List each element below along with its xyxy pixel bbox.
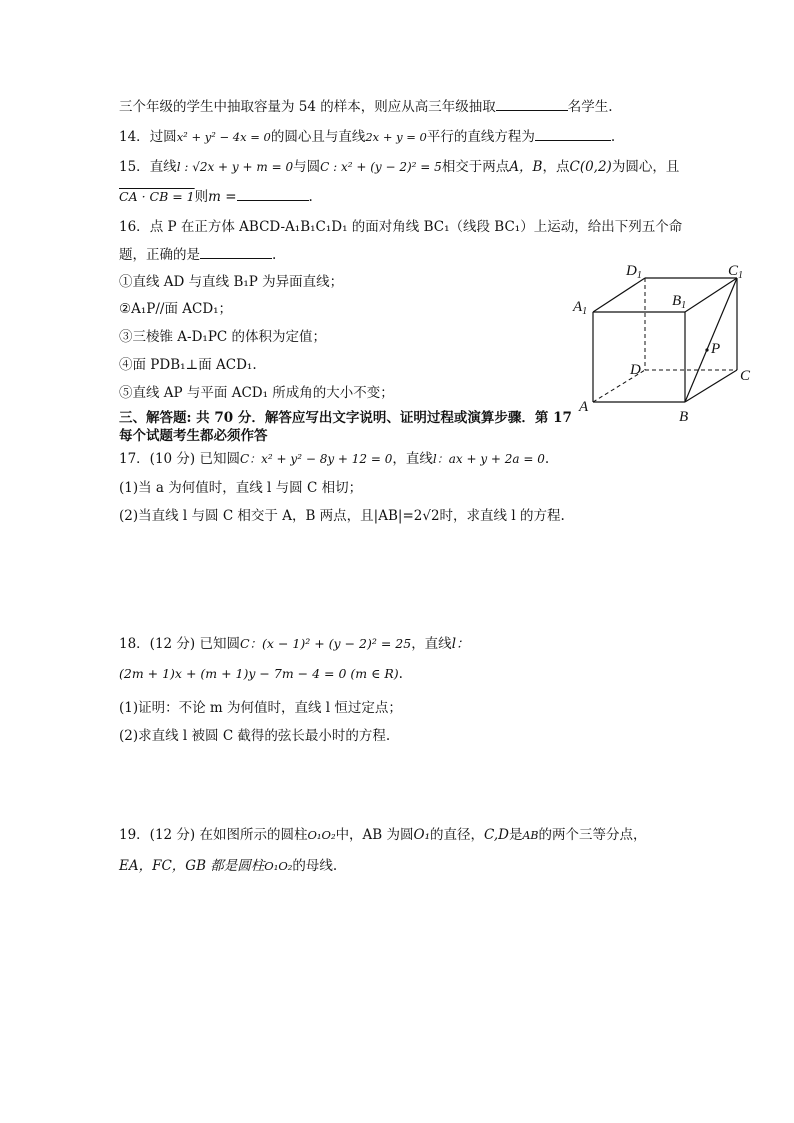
q17-part-1: (1)当 a 为何值时，直线 l 与圆 C 相切； <box>119 480 363 496</box>
section-3-header: 三、解答题: 共 70 分．解答应写出文字说明、证明过程或演算步骤．第 17 <box>119 410 572 426</box>
question-19: 19．(12 分) 在如图所示的圆柱O₁O₂中，AB 为圆O₁的直径，C,D是AB的两个三等分点， <box>119 827 647 843</box>
q16-item-1: ①直线 AD 与直线 B₁P 为异面直线； <box>119 274 344 290</box>
q18-part-2: (2)求直线 l 被圆 C 截得的弦长最小时的方程. <box>119 728 391 744</box>
question-14: 14．过圆x² + y² − 4x = 0的圆心且与直线2x + y = 0平行的直线方程为 . <box>119 126 615 147</box>
q16-item-3: ③三棱锥 A-D₁PC 的体积为定值； <box>119 329 327 345</box>
label-C: C <box>740 368 751 384</box>
vector-dot-product: CA · CB = 1 <box>119 189 195 204</box>
circle-equation: x² + y² − 4x = 0 <box>176 130 271 144</box>
question-18: 18．(12 分) 已知圆C：(x − 1)² + (y − 2)² = 25，直线l： <box>119 636 470 652</box>
question-16: 16．点 P 在正方体 ABCD-A₁B₁C₁D₁ 的面对角线 BC₁（线段 BC₁）上运动，给出下列五个命 <box>119 219 683 235</box>
q13-line: 三个年级的学生中抽取容量为 54 的样本，则应从高三年级抽取 名学生. <box>119 96 613 117</box>
question-18-line2: (2m + 1)x + (m + 1)y − 7m − 4 = 0 (m ∈ R). <box>119 666 403 682</box>
question-16-line2: 题，正确的是 . <box>119 244 276 265</box>
cube-figure <box>565 258 765 426</box>
circle-equation: C：x² + y² − 8y + 12 = 0 <box>239 452 393 466</box>
answer-blank[interactable] <box>200 244 272 259</box>
answer-blank[interactable] <box>535 126 611 141</box>
question-19-line2: EA，FC，GB 都是圆柱O₁O₂的母线. <box>119 858 338 874</box>
answer-blank[interactable] <box>496 96 568 111</box>
label-A: A <box>579 399 589 415</box>
line-equation: (2m + 1)x + (m + 1)y − 7m − 4 = 0 (m ∈ R) <box>119 666 399 681</box>
label-D1: $D_1$ <box>626 263 642 281</box>
q18-part-1: (1)证明：不论 m 为何值时，直线 l 恒过定点； <box>119 700 402 716</box>
line-equation: l : √2x + y + m = 0 <box>176 160 294 174</box>
q16-item-5: ⑤直线 AP 与平面 ACD₁ 所成角的大小不变； <box>119 385 394 401</box>
q16-item-2: ②A₁P//面 ACD₁； <box>119 301 233 317</box>
question-17: 17．(10 分) 已知圆C：x² + y² − 8y + 12 = 0，直线l：ax + y + 2a = 0. <box>119 451 550 467</box>
line-equation: 2x + y = 0 <box>365 130 427 144</box>
label-B: B <box>679 409 689 425</box>
question-15-line2: CA · CB = 1则m = . <box>119 186 313 207</box>
arc-AB: AB <box>522 829 539 842</box>
label-A1: $A_1$ <box>573 299 588 317</box>
label-B1: $B_1$ <box>672 293 687 311</box>
label-D: D <box>630 362 641 378</box>
circle-equation: C : x² + (y − 2)² = 5 <box>320 160 442 174</box>
label-C1: $C_1$ <box>728 263 744 281</box>
section-3-header-line2: 每个试题考生都必须作答 <box>119 428 268 444</box>
answer-blank[interactable] <box>237 186 309 201</box>
line-equation: l：ax + y + 2a = 0 <box>432 452 545 466</box>
label-P: P <box>711 341 721 357</box>
q17-part-2: (2)当直线 l 与圆 C 相交于 A，B 两点，且|AB|=2√2时，求直线 l 的方程. <box>119 508 565 524</box>
circle-equation: C：(x − 1)² + (y − 2)² = 25 <box>239 636 412 651</box>
q16-item-4: ④面 PDB₁⊥面 ACD₁. <box>119 357 257 373</box>
question-15: 15．直线l : √2x + y + m = 0与圆C : x² + (y − 2)² = 5相交于两点A，B，点C(0,2)为圆心，且 <box>119 159 680 175</box>
